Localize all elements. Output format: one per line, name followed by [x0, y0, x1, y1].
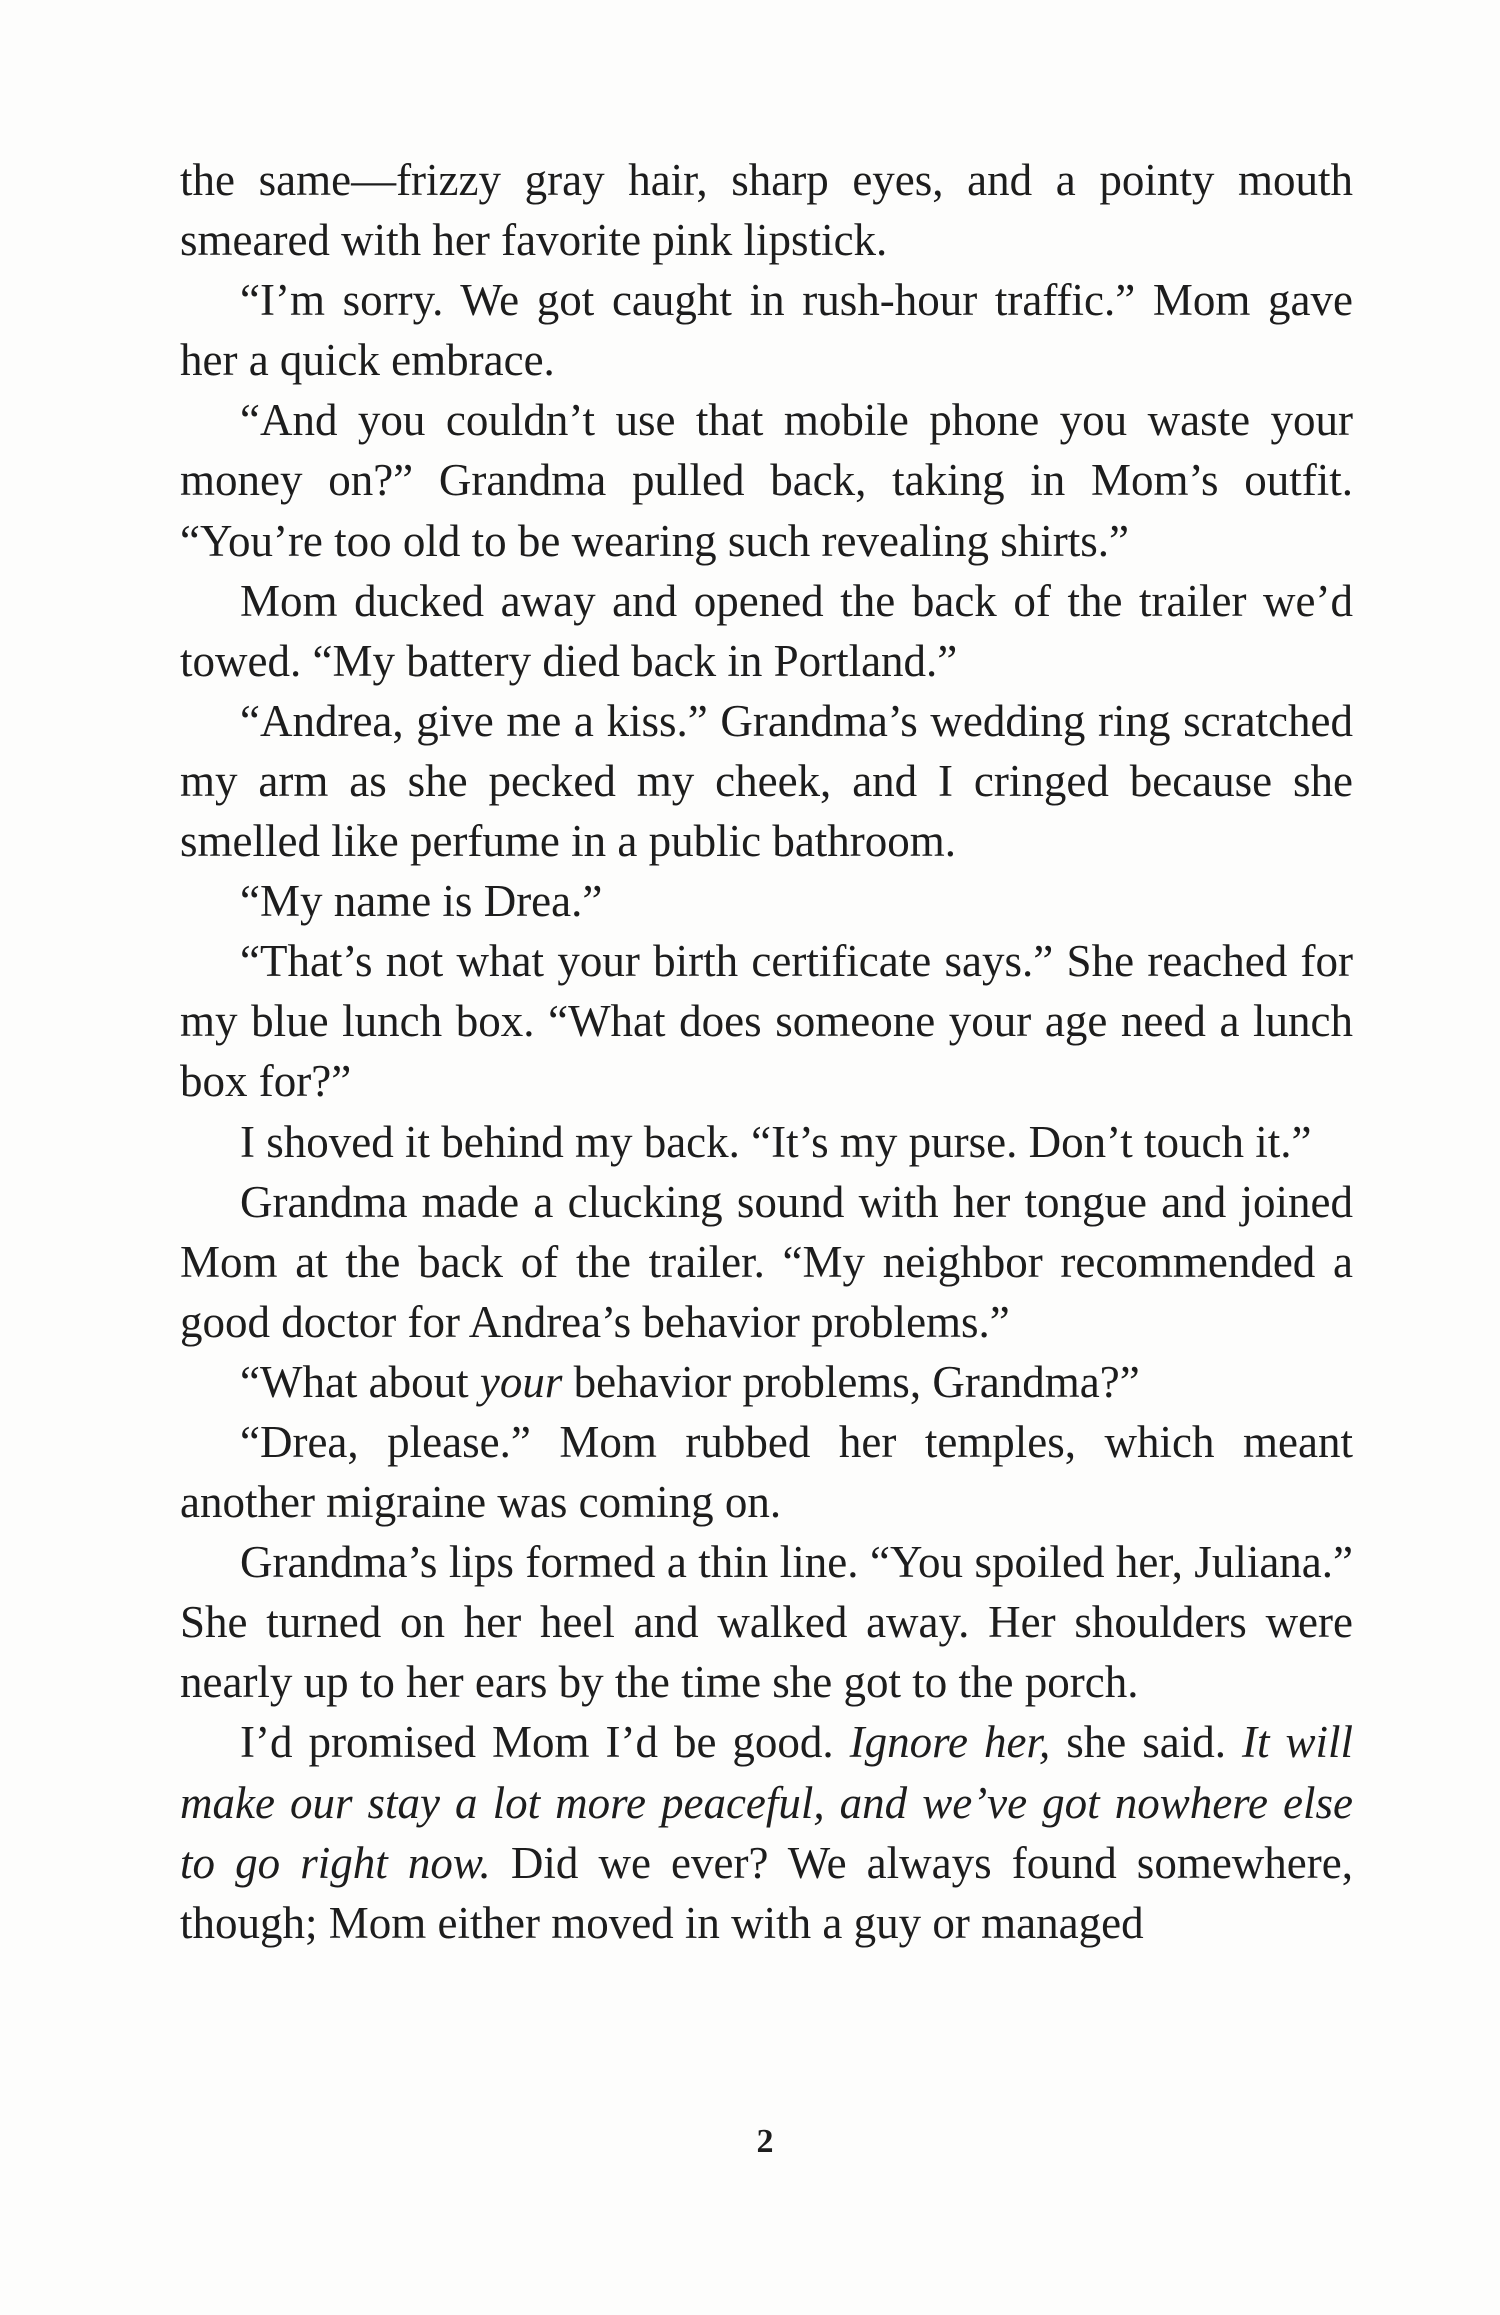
body-text: [180, 150, 1353, 1953]
italic-text: It will make our stay a lot more peaceful, and we’ve got nowhere else to go right now.: [180, 1717, 1353, 1888]
text-segment: I shoved it behind my back. “It’s my purse. Don’t touch it.”: [240, 1116, 1312, 1167]
text-segment: she said.: [1050, 1717, 1242, 1768]
text-segment: “Drea, please.” Mom rubbed her temples, which meant another migraine was coming on.: [180, 1416, 1353, 1528]
text-segment: “What about: [240, 1356, 480, 1407]
paragraph: [180, 390, 1353, 570]
page-number: 2: [756, 2123, 774, 2160]
text-segment: “That’s not what your birth certificate says.” She reached for my blue lunch box. “What does someone your age need a lunch box for?”: [180, 936, 1353, 1107]
paragraph: [180, 1532, 1353, 1712]
paragraph: [180, 150, 1353, 270]
text-segment: I’d promised Mom I’d be good.: [240, 1717, 850, 1768]
text-segment: Did we ever? We always found somewhere, though; Mom either moved in with a guy or managed: [180, 1837, 1353, 1948]
italic-text: your: [479, 1356, 563, 1407]
paragraph: [180, 931, 1353, 1111]
paragraph: [180, 1352, 1353, 1412]
paragraph: [180, 571, 1353, 691]
text-segment: the same—frizzy gray hair, sharp eyes, and a pointy mouth smeared with her favorite pink lipstick.: [180, 155, 1353, 266]
text-segment: Grandma’s lips formed a thin line. “You spoiled her, Juliana.” She turned on her heel and walked away. Her shoulders were nearly up to her ears by the time she got to the porch.: [180, 1537, 1353, 1708]
italic-text: Ignore her,: [849, 1717, 1051, 1768]
text-segment: Mom ducked away and opened the back of the trailer we’d towed. “My battery died back in Portland.”: [180, 575, 1353, 686]
paragraph: [180, 691, 1353, 871]
paragraph: [180, 1112, 1353, 1172]
text-segment: “My name is Drea.”: [240, 876, 603, 927]
text-segment: “And you couldn’t use that mobile phone you waste your money on?” Grandma pulled back, taking in Mom’s outfit. “You’re too old to be wearing such revealing shirts.”: [180, 395, 1353, 566]
text-segment: “I’m sorry. We got caught in rush-hour traffic.” Mom gave her a quick embrace.: [180, 275, 1353, 386]
paragraph: [180, 1712, 1353, 1952]
text-segment: “Andrea, give me a kiss.” Grandma’s wedding ring scratched my arm as she pecked my cheek, and I cringed because she smelled like perfume in a public bathroom.: [180, 695, 1353, 867]
text-segment: Grandma made a clucking sound with her tongue and joined Mom at the back of the trailer. “My neighbor recommended a good doctor for Andrea’s behavior problems.”: [180, 1176, 1353, 1347]
paragraph: [180, 270, 1353, 390]
paragraph: [180, 1412, 1353, 1532]
paragraph: [180, 871, 1353, 931]
text-segment: behavior problems, Grandma?”: [562, 1356, 1140, 1407]
paragraph: [180, 1172, 1353, 1352]
